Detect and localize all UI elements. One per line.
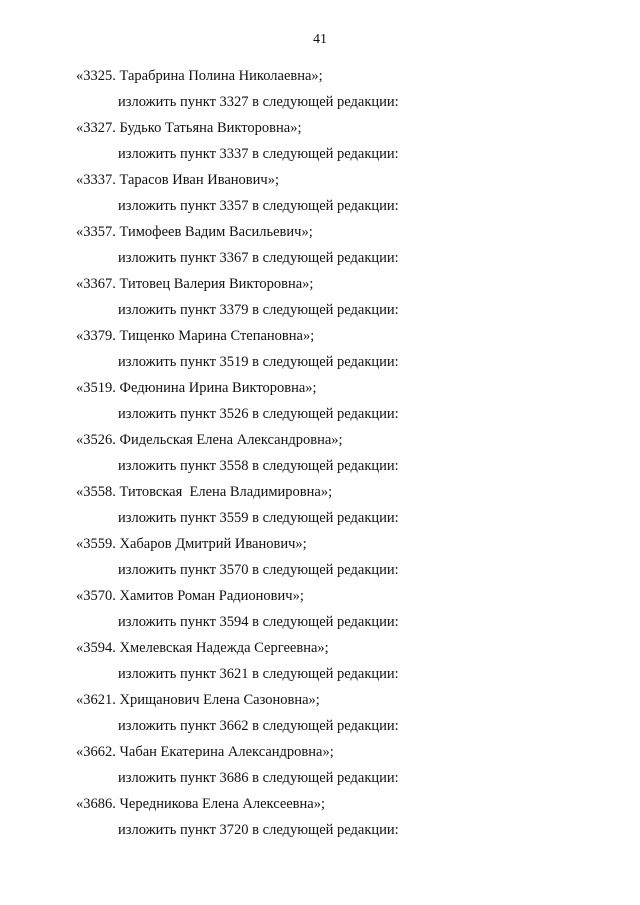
amendment-instruction: изложить пункт 3526 в следующей редакции: [118,406,399,422]
document-body [0,66,640,846]
amendment-instruction: изложить пункт 3367 в следующей редакции: [118,250,399,266]
list-entry: «3357. Тимофеев Вадим Васильевич»; [76,224,313,240]
amendment-instruction: изложить пункт 3379 в следующей редакции: [118,302,399,318]
amendment-instruction: изложить пункт 3621 в следующей редакции: [118,666,399,682]
amendment-instruction: изложить пункт 3519 в следующей редакции: [118,354,399,370]
list-entry: «3570. Хамитов Роман Радионович»; [76,588,304,604]
list-entry: «3686. Чередникова Елена Алексеевна»; [76,796,326,812]
amendment-instruction: изложить пункт 3662 в следующей редакции: [118,718,399,734]
list-entry: «3337. Тарасов Иван Иванович»; [76,172,279,188]
list-entry: «3662. Чабан Екатерина Александровна»; [76,744,334,760]
amendment-instruction: изложить пункт 3686 в следующей редакции: [118,770,399,786]
list-entry: «3526. Фидельская Елена Александровна»; [76,432,343,448]
amendment-instruction: изложить пункт 3327 в следующей редакции: [118,94,399,110]
list-entry: «3367. Титовец Валерия Викторовна»; [76,276,314,292]
amendment-instruction: изложить пункт 3337 в следующей редакции: [118,146,399,162]
amendment-instruction: изложить пункт 3357 в следующей редакции: [118,198,399,214]
amendment-instruction: изложить пункт 3559 в следующей редакции: [118,510,399,526]
list-entry: «3325. Тарабрина Полина Николаевна»; [76,68,323,84]
list-entry: «3379. Тищенко Марина Степановна»; [76,328,315,344]
list-entry: «3327. Будько Татьяна Викторовна»; [76,120,302,136]
amendment-instruction: изложить пункт 3570 в следующей редакции: [118,562,399,578]
list-entry: «3558. Титовская Елена Владимировна»; [76,484,333,500]
list-entry: «3594. Хмелевская Надежда Сергеевна»; [76,640,329,656]
page-number: 41 [313,32,327,47]
amendment-instruction: изложить пункт 3594 в следующей редакции: [118,614,399,630]
list-entry: «3559. Хабаров Дмитрий Иванович»; [76,536,307,552]
amendment-instruction: изложить пункт 3720 в следующей редакции: [118,822,399,838]
list-entry: «3621. Хрищанович Елена Сазоновна»; [76,692,320,708]
amendment-instruction: изложить пункт 3558 в следующей редакции: [118,458,399,474]
list-entry: «3519. Федюнина Ирина Викторовна»; [76,380,317,396]
